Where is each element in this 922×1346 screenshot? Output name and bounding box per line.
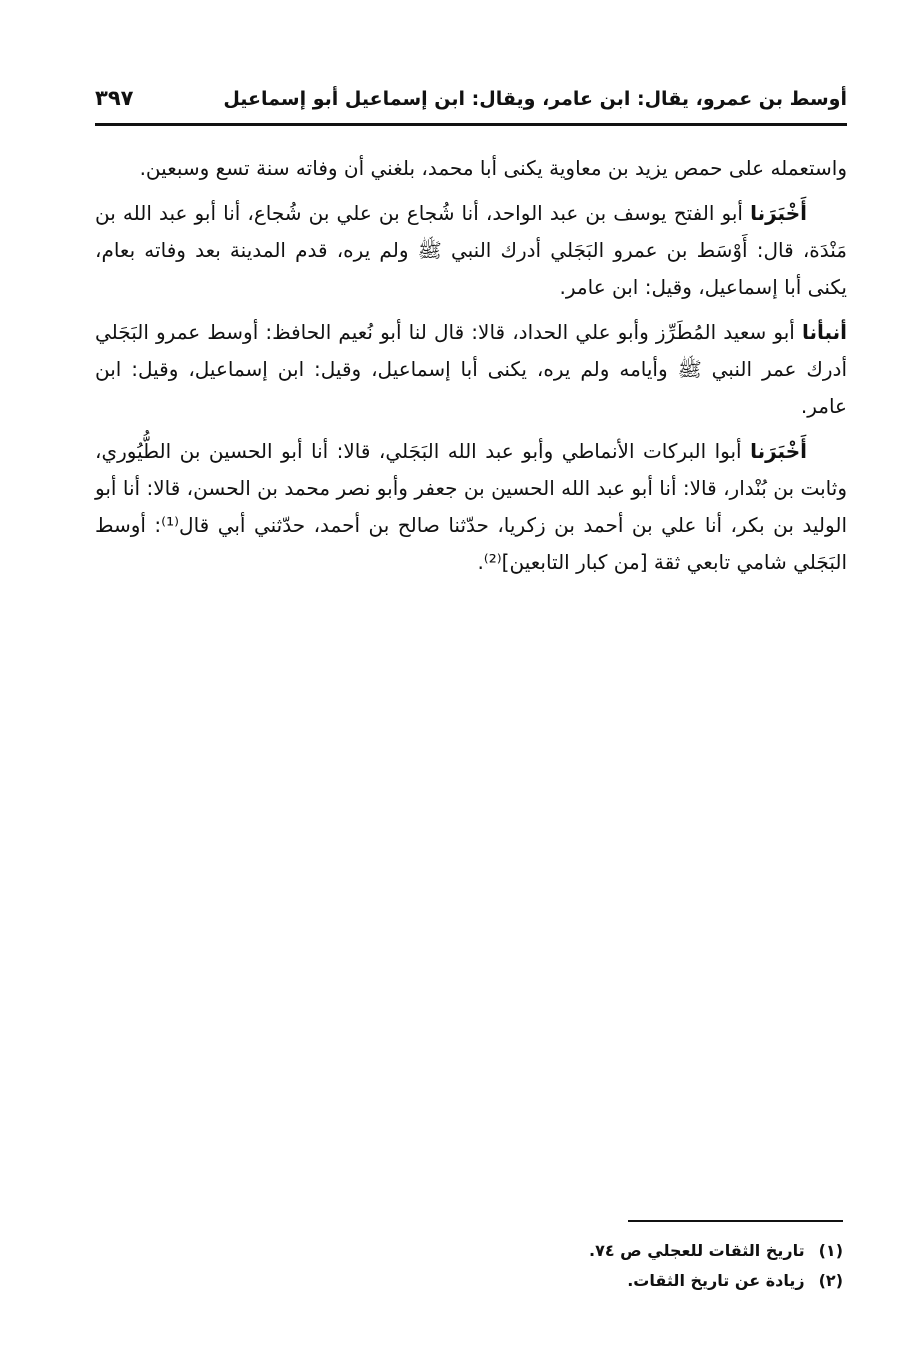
paragraph-lead: أنبأنا bbox=[801, 320, 847, 344]
footnotes bbox=[95, 1236, 843, 1296]
header-rule bbox=[95, 123, 847, 126]
paragraph-text: أبو سعيد المُطَرِّز وأبو علي الحداد، قالا: قال لنا أبو نُعيم الحافظ: أوسط عمرو البَجَلي أدرك عمر النبي ﷺ وأيامه ولم يره، يكنى أبا إسماعيل، وقيل: ابن إسماعيل، وقيل: ابن عامر. bbox=[95, 320, 847, 418]
footnote-2 bbox=[95, 1266, 843, 1296]
footnote-number: (٢) bbox=[818, 1271, 843, 1290]
paragraph-3 bbox=[95, 314, 847, 425]
footnote-text: زيادة عن تاريخ الثقات. bbox=[627, 1271, 805, 1290]
page-header bbox=[95, 84, 847, 122]
main-text bbox=[95, 150, 847, 589]
paragraph-text: أبوا البركات الأنماطي وأبو عبد الله البَجَلي، قالا: أنا أبو الحسين بن الطُّيُوري، وثابت بن بُنْدار، قالا: أنا أبو عبد الله الحسين بن جعفر وأبو نصر محمد بن الحسن، قالا: أنا أبو الوليد بن بكر، أنا علي بن أحمد بن زكريا، حدّثنا صالح بن أحمد، حدّثني أبي قال⁽¹⁾: أوسط البَجَلي شامي تابعي ثقة [من كبار التابعين]⁽²⁾. bbox=[95, 439, 847, 574]
footnote-rule bbox=[628, 1220, 843, 1222]
paragraph-lead: أَخْبَرَنا bbox=[750, 201, 807, 225]
footnote-text: تاريخ الثقات للعجلي ص ٧٤. bbox=[588, 1241, 805, 1260]
footnote-number: (١) bbox=[818, 1241, 843, 1260]
paragraph-text: أبو الفتح يوسف بن عبد الواحد، أنا شُجاع بن علي بن شُجاع، أنا أبو عبد الله بن مَنْدَة، قال: أَوْسَط بن عمرو البَجَلي أدرك النبي ﷺ ولم يره، قدم المدينة بعد وفاته بعام، يكنى أبا إسماعيل، وقيل: ابن عامر. bbox=[95, 201, 847, 299]
footnote-1 bbox=[95, 1236, 843, 1266]
page-number: ٣٩٧ bbox=[95, 86, 134, 110]
paragraph-4 bbox=[95, 433, 847, 581]
paragraph-1 bbox=[95, 150, 847, 187]
paragraph-text: واستعمله على حمص يزيد بن معاوية يكنى أبا محمد، بلغني أن وفاته سنة تسع وسبعين. bbox=[139, 156, 847, 180]
paragraph-2 bbox=[95, 195, 847, 306]
paragraph-lead: أَخْبَرَنا bbox=[750, 439, 807, 463]
running-title: أوسط بن عمرو، يقال: ابن عامر، ويقال: ابن إسماعيل أبو إسماعيل bbox=[223, 88, 847, 110]
